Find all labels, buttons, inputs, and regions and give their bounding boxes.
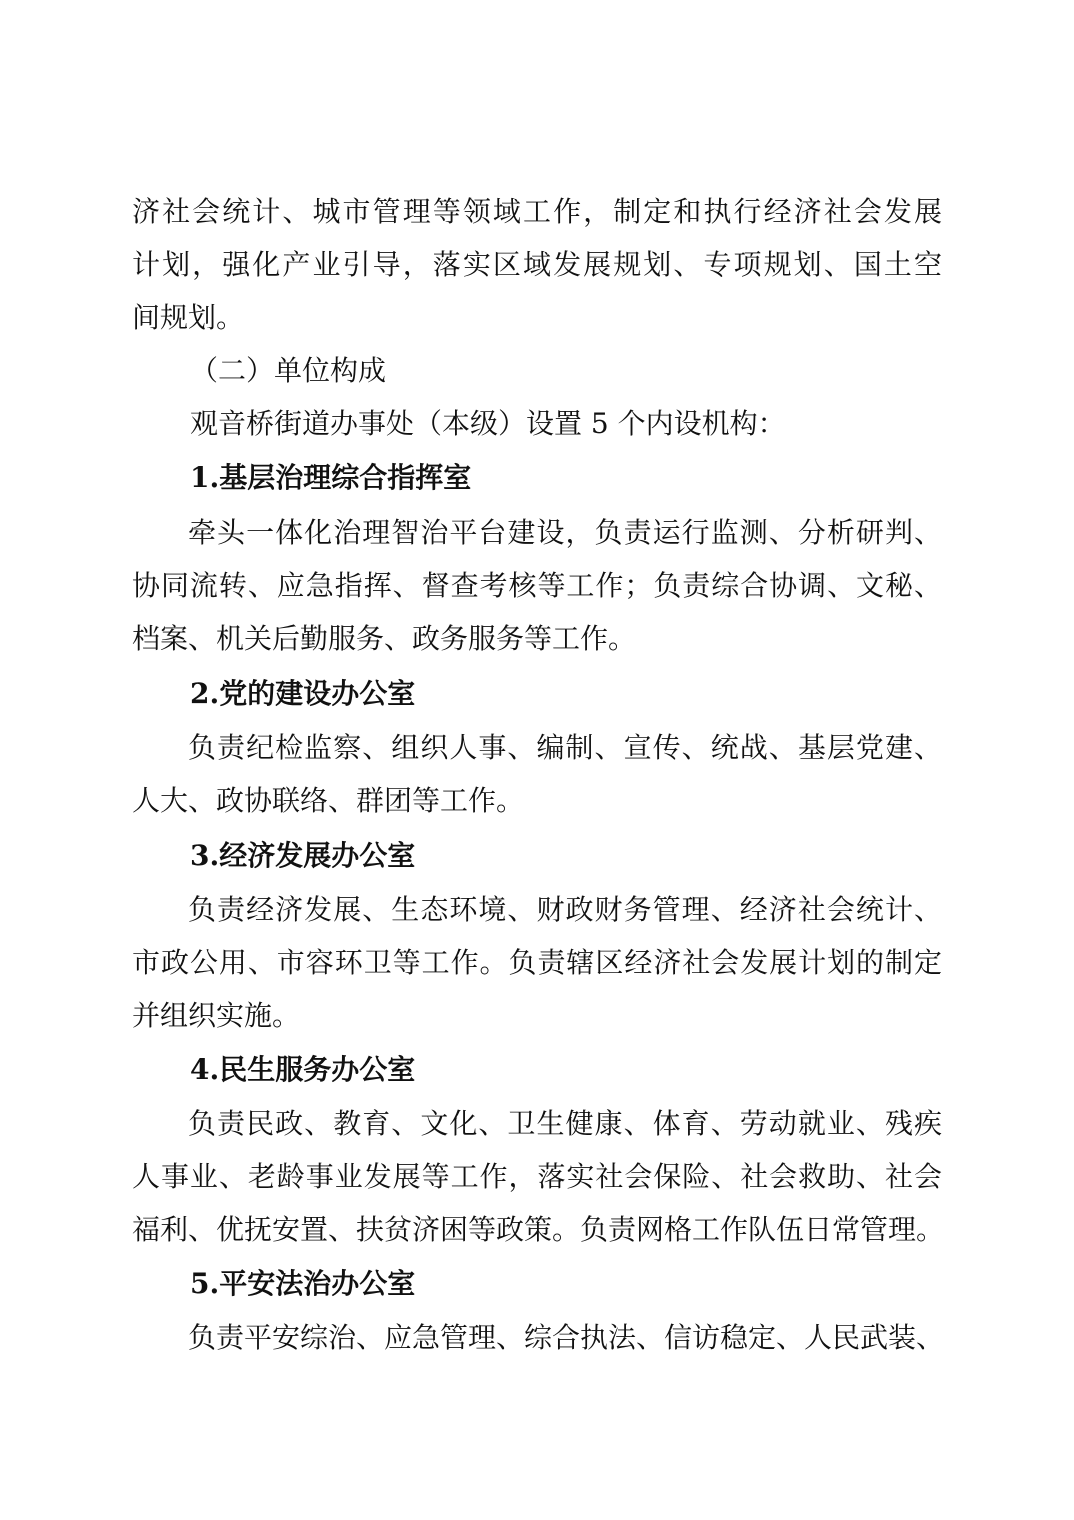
paragraph-line: 市政公用、市容环卫等工作。负责辖区经济社会发展计划的制定 (132, 946, 942, 979)
unit-heading-2: 2.党的建设办公室 (190, 677, 416, 710)
paragraph-line: 负责平安综治、应急管理、综合执法、信访稳定、人民武装、 (188, 1321, 945, 1354)
unit-heading-1: 1.基层治理综合指挥室 (190, 461, 472, 494)
unit-heading-5: 5.平安法治办公室 (190, 1267, 416, 1300)
unit-heading-3: 3.经济发展办公室 (190, 839, 416, 872)
paragraph-line: 牵头一体化治理智治平台建设，负责运行监测、分析研判、 (188, 516, 942, 549)
unit-heading-4: 4.民生服务办公室 (190, 1053, 416, 1086)
intro-text: 观音桥街道办事处（本级）设置 5 个内设机构： (190, 407, 786, 440)
paragraph-line: 人事业、老龄事业发展等工作，落实社会保险、社会救助、社会 (132, 1160, 942, 1193)
paragraph-line: 并组织实施。 (132, 999, 301, 1032)
paragraph-line: 负责纪检监察、组织人事、编制、宣传、统战、基层党建、 (188, 731, 942, 764)
paragraph-line: 协同流转、应急指挥、督查考核等工作；负责综合协调、文秘、 (132, 569, 942, 602)
paragraph-line: 人大、政协联络、群团等工作。 (132, 784, 525, 817)
paragraph-line: 档案、机关后勤服务、政务服务等工作。 (132, 622, 637, 655)
paragraph-line: 负责民政、教育、文化、卫生健康、体育、劳动就业、残疾 (188, 1107, 942, 1140)
paragraph-line: 间规划。 (132, 301, 245, 334)
section-title: （二）单位构成 (190, 354, 387, 387)
paragraph-line: 福利、优抚安置、扶贫济困等政策。负责网格工作队伍日常管理。 (132, 1213, 945, 1246)
paragraph-line: 济社会统计、城市管理等领域工作，制定和执行经济社会发展 (132, 195, 942, 228)
paragraph-line: 负责经济发展、生态环境、财政财务管理、经济社会统计、 (188, 893, 942, 926)
paragraph-line: 计划，强化产业引导，落实区域发展规划、专项规划、国土空 (132, 248, 942, 281)
